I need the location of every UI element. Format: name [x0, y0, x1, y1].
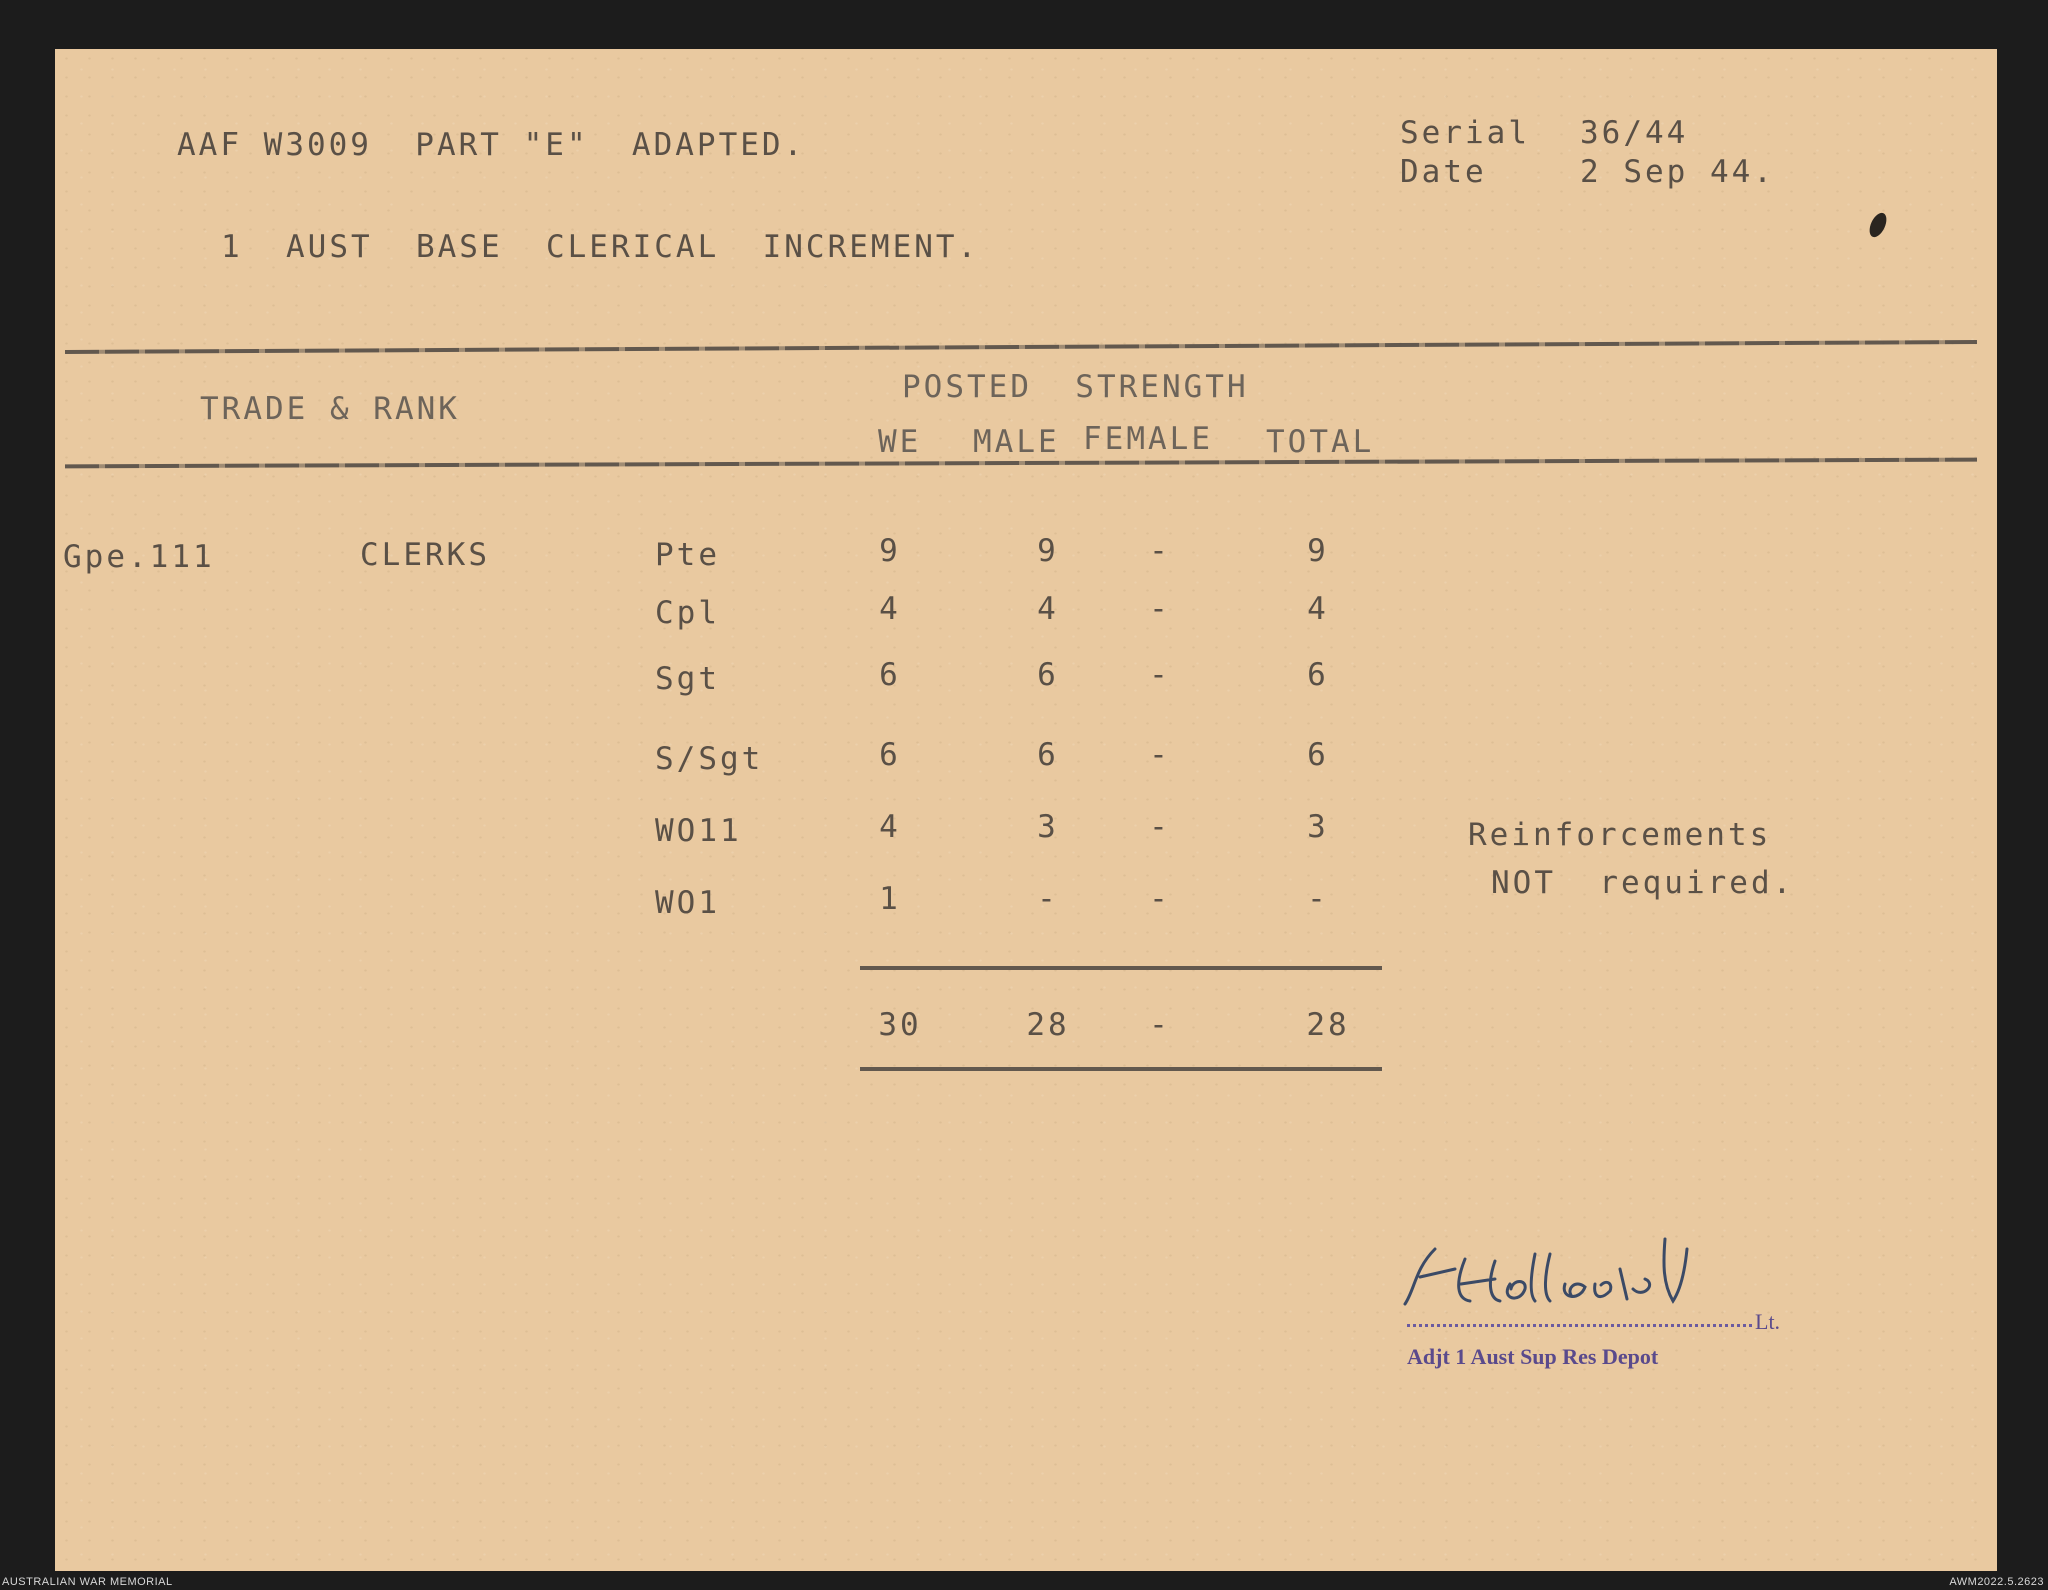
male-total: 28	[1026, 1007, 1070, 1043]
total-value: 3	[1307, 809, 1329, 845]
grand-total: 28	[1306, 1007, 1350, 1043]
female-total: -	[1149, 1007, 1171, 1043]
rank-label: WO1	[655, 885, 720, 921]
total-value: -	[1307, 881, 1329, 917]
male-value: 6	[1037, 737, 1059, 773]
col-posted-strength: POSTED STRENGTH	[902, 369, 1249, 405]
male-value: -	[1037, 881, 1059, 917]
serial-label: Serial	[1400, 115, 1530, 151]
col-total: TOTAL	[1266, 424, 1375, 460]
punch-mark	[1866, 210, 1890, 239]
female-value: -	[1149, 533, 1171, 569]
we-value: 6	[879, 657, 901, 693]
male-value: 3	[1037, 809, 1059, 845]
rank-label: Sgt	[655, 661, 720, 697]
female-value: -	[1149, 809, 1171, 845]
note-line-1: Reinforcements	[1468, 817, 1772, 853]
we-value: 1	[879, 881, 901, 917]
table-top-rule	[65, 340, 1977, 354]
handwritten-signature	[1395, 1229, 1795, 1329]
we-value: 9	[879, 533, 901, 569]
totals-top-rule	[860, 966, 1382, 970]
form-reference: AAF W3009 PART "E" ADAPTED.	[177, 127, 806, 163]
we-value: 4	[879, 591, 901, 627]
rank-label: Pte	[655, 537, 720, 573]
footer-left: AUSTRALIAN WAR MEMORIAL	[2, 1576, 173, 1588]
note-line-2: NOT required.	[1491, 865, 1795, 901]
we-total: 30	[878, 1007, 922, 1043]
female-value: -	[1149, 657, 1171, 693]
we-value: 4	[879, 809, 901, 845]
col-female: FEMALE	[1083, 421, 1213, 457]
totals-bottom-rule	[860, 1067, 1382, 1071]
total-value: 4	[1307, 591, 1329, 627]
col-trade-rank: TRADE & RANK	[200, 391, 460, 427]
rank-suffix: Lt.	[1755, 1309, 1781, 1334]
date-value: 2 Sep 44.	[1580, 154, 1775, 190]
col-male: MALE	[973, 424, 1060, 460]
total-value: 9	[1307, 533, 1329, 569]
rank-label: Cpl	[655, 595, 720, 631]
rank-label: S/Sgt	[655, 741, 764, 777]
female-value: -	[1149, 737, 1171, 773]
unit-title: 1 AUST BASE CLERICAL INCREMENT.	[221, 229, 980, 265]
adjutant-stamp: Adjt 1 Aust Sup Res Depot	[1407, 1344, 1659, 1369]
footer-right: AWM2022.5.2623	[1949, 1576, 2044, 1588]
female-value: -	[1149, 591, 1171, 627]
group-code: Gpe.111	[63, 539, 215, 575]
female-value: -	[1149, 881, 1171, 917]
serial-value: 36/44	[1580, 115, 1689, 151]
rank-label: WO11	[655, 813, 742, 849]
total-value: 6	[1307, 737, 1329, 773]
male-value: 6	[1037, 657, 1059, 693]
we-value: 6	[879, 737, 901, 773]
date-label: Date	[1400, 154, 1487, 190]
trade-name: CLERKS	[360, 537, 490, 573]
male-value: 4	[1037, 591, 1059, 627]
signature-line	[1407, 1324, 1752, 1327]
document-card	[55, 49, 1997, 1571]
male-value: 9	[1037, 533, 1059, 569]
col-we: WE	[878, 424, 922, 460]
total-value: 6	[1307, 657, 1329, 693]
